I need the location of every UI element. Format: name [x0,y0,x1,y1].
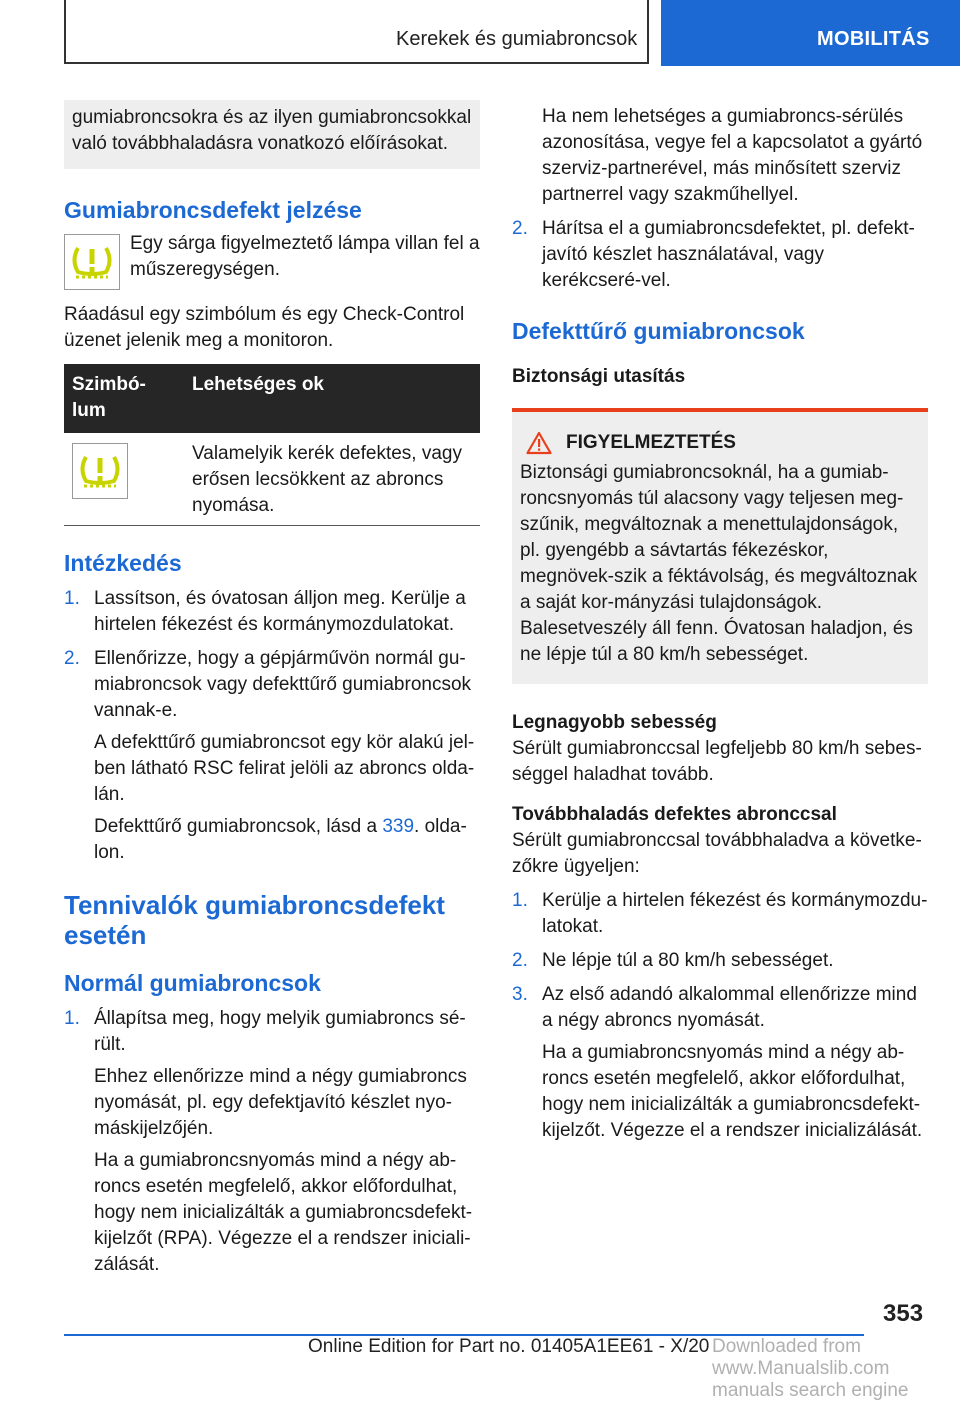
intro-box [64,100,480,169]
symbol-table [64,364,480,526]
col-symbol-header: Szimbó-lum [64,364,184,433]
tire-pressure-warning-icon [72,443,128,499]
normal-list [64,1006,480,1278]
edition-text: Online Edition for Part no. 01405A1EE61 - X/20 [308,1336,710,1357]
warning-title-text: FIGYELMEZTETÉS [566,432,736,453]
heading-measures: Intézkedés [64,550,182,576]
chapter-title: Kerekek és gumiabroncsok [396,28,638,50]
warning-triangle-icon [526,431,552,455]
left-column [64,100,480,1278]
page-link[interactable]: 339 [382,816,415,837]
continue-list [512,888,928,1144]
list-text: Ellenőrizze, hogy a gépjárművön normál gu-miabroncsok vagy defekttűrő gumiabroncsok vannak-e. [94,648,472,721]
list-text: Ne lépje túl a 80 km/h sebességet. [542,950,834,971]
watermark: Downloaded from www.Manualslib.com manuals search engine [712,1336,960,1402]
list-item [512,888,928,940]
list-item [512,216,928,294]
warning-title [520,430,920,456]
table-row [64,433,480,526]
list-number: 2. [512,950,528,971]
cause-cell: Valamelyik kerék defektes, vagy erősen lecsökkent az abroncs nyomása. [184,433,480,526]
col-cause-header: Lehetséges ok [184,364,480,433]
list-text: Hárítsa el a gumiabroncsdefektet, pl. defekt-javító készlet használatával, vagy kerékcseré-vel. [542,218,915,291]
tire-pressure-warning-icon [64,234,120,290]
continue-text: Sérült gumiabronccsal továbbhaladva a követke-zőkre ügyeljen: [512,830,922,877]
list-item [512,948,928,974]
list-item [64,646,480,866]
list-text: Ha a gumiabroncsnyomás mind a négy ab-roncs esetén megfelelő, akkor előfordulhat, hogy nem inicializálták a gumiabroncsdefekt-kijelzőt (RPA). Végezze el a rendszer iniciali-zálását. [94,1150,473,1275]
list-text: Állapítsa meg, hogy melyik gumiabroncs sé-rült. [94,1008,466,1055]
heading-runflat: Defekttűrő gumiabroncsok [512,318,805,344]
heading-normal: Normál gumiabroncsok [64,970,321,996]
lamp-row [64,231,480,290]
list-number: 2. [512,218,528,239]
list-item [64,1006,480,1278]
warning-text: Biztonsági gumiabroncsoknál, ha a gumiab-roncsnyomás túl alacsony vagy teljesen meg-szűnik, megváltoznak a menettulajdonságok, pl. gyengébb a sávtartás fékezéskor, megnövek-szik a féktávolság, és megváltoznak a saját kor-mányzási tulajdonságok. Balesetveszély áll fenn. Óvatosan haladjon, és ne lépje túl a 80 km/h sebességet. [520,462,918,665]
maxspeed-text: Sérült gumiabronccsal legfeljebb 80 km/h sebes-séggel haladhat tovább. [512,738,922,785]
list-text: Lassítson, és óvatosan álljon meg. Kerülje a hirtelen fékezést és kormánymozdulatokat. [94,588,466,635]
list-text: Kerülje a hirtelen fékezést és kormánymozdu-latokat. [542,890,928,937]
intro-text: gumiabroncsokra és az ilyen gumiabroncsokkal való továbbhaladásra vonatkozó előírásokat. [72,107,472,154]
list-text: Ehhez ellenőrizze mind a négy gumiabroncs nyomását, pl. egy defektjavító készlet nyo-máskijelzőjén. [94,1066,467,1139]
heading-continue: Továbbhaladás defektes abronccsal [512,804,837,825]
continued-list [512,216,928,294]
heading-maxspeed: Legnagyobb sebesség [512,712,717,733]
heading-safety: Biztonsági utasítás [512,366,686,387]
list-item [64,586,480,638]
heading-indication: Gumiabroncsdefekt jelzése [64,197,362,223]
lamp-text: Egy sárga figyelmeztető lámpa villan fel a műszeregységen. [130,233,480,280]
list-number: 1. [64,1008,80,1029]
list-number: 2. [64,648,80,669]
page-number: 353 [883,1300,924,1327]
heading-todo: Tennivalók gumiabroncsdefekt esetén [64,890,445,950]
section-tab-label: MOBILITÁS [817,28,930,50]
cc-text: Ráadásul egy szimbólum és egy Check-Control üzenet jelenik meg a monitoron. [64,304,465,351]
list-text: Defekttűrő gumiabroncsok, lásd a 339. olda-lon. [94,816,467,863]
section-tab[interactable] [661,0,960,66]
list-number: 1. [64,588,80,609]
list-item [512,982,928,1144]
right-column [512,100,928,1144]
list-text: Ha a gumiabroncsnyomás mind a négy ab-roncs esetén megfelelő, akkor előfordulhat, hogy nem inicializálták a gumiabroncsdefekt-kijelzőt. Végezze el a rendszer inicializálását. [542,1042,923,1141]
warning-box [512,408,928,684]
list-text: Az első adandó alkalommal ellenőrizze mind a négy abroncs nyomását. [542,984,917,1031]
measures-list [64,586,480,866]
list-number: 1. [512,890,528,911]
list-text: A defekttűrő gumiabroncsot egy kör alakú jel-ben látható RSC felirat jelöli az abroncs olda-lán. [94,732,475,805]
continued-text: Ha nem lehetséges a gumiabroncs-sérülés azonosítása, vegye fel a kapcsolatot a gyártó szerviz-partnerével, más minősített szerviz partnerrel vagy szakműhellyel. [542,106,923,205]
list-number: 3. [512,984,528,1005]
